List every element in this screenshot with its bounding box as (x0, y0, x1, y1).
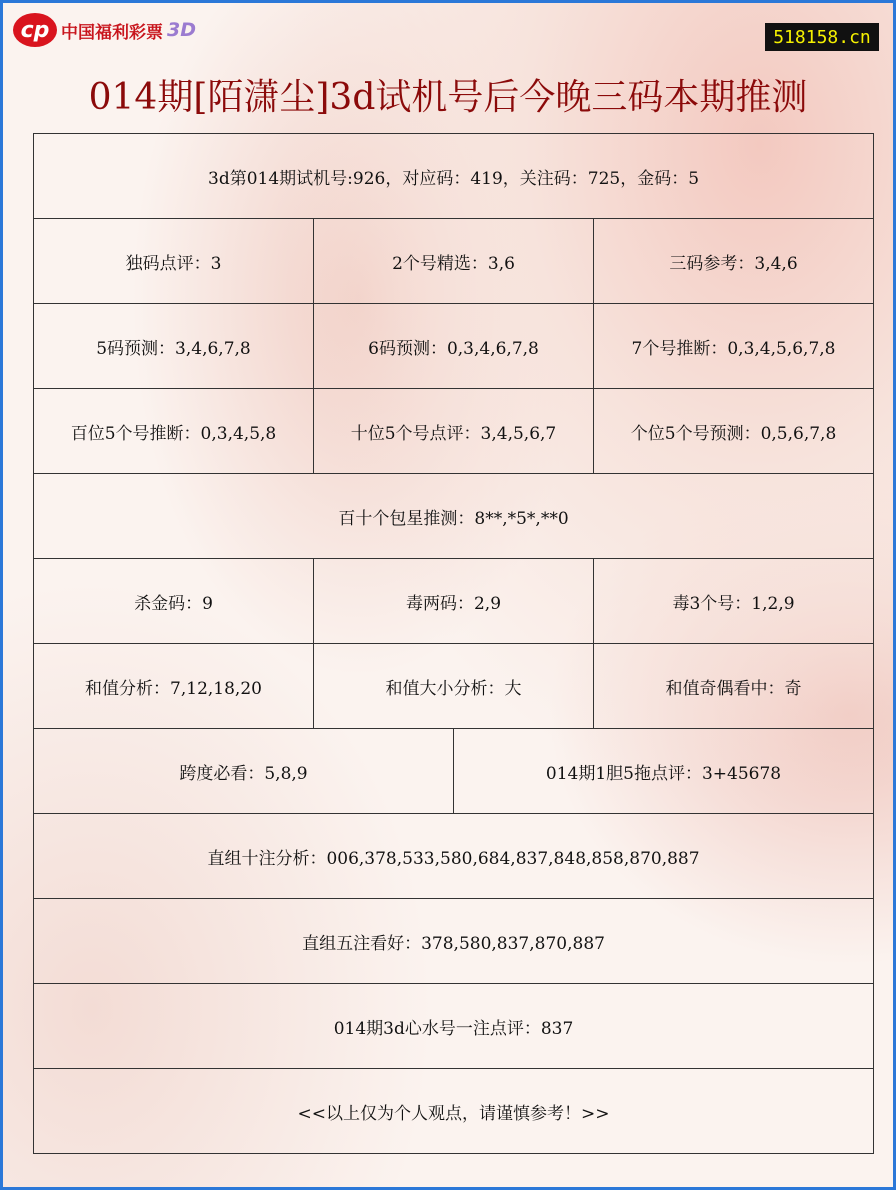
logo-text: 中国福利彩票 (61, 22, 163, 43)
table-cell: 杀金码：9 (34, 559, 314, 644)
table-cell: 6码预测：0,3,4,6,7,8 (314, 304, 594, 389)
table-cell: 三码参考：3,4,6 (594, 219, 874, 304)
table-row (34, 134, 874, 219)
site-badge: 518158.cn (765, 23, 879, 51)
table-cell: 十位5个号点评：3,4,5,6,7 (314, 389, 594, 474)
cwl-logo-icon: cp (13, 13, 57, 47)
table-row (34, 304, 874, 389)
lottery-logo (13, 13, 196, 47)
table-cell: 和值大小分析：大 (314, 644, 594, 729)
table-row (34, 559, 874, 644)
table-cell: 毒两码：2,9 (314, 559, 594, 644)
table-row (34, 644, 874, 729)
table-cell: 百位5个号推断：0,3,4,5,8 (34, 389, 314, 474)
table-row (34, 984, 874, 1069)
table-row (34, 389, 874, 474)
table-cell: 和值分析：7,12,18,20 (34, 644, 314, 729)
table-cell: 百十个包星推测：8**,*5*,**0 (34, 474, 874, 559)
table-cell: 5码预测：3,4,6,7,8 (34, 304, 314, 389)
table-cell: 跨度必看：5,8,9 (34, 729, 454, 814)
table-row (34, 729, 874, 814)
table-cell: 014期3d心水号一注点评：837 (34, 984, 874, 1069)
table-cell: 014期1胆5拖点评：3+45678 (454, 729, 874, 814)
table-row (34, 899, 874, 984)
logo-suffix: 3D (167, 19, 196, 41)
table-row (34, 219, 874, 304)
table-row (34, 814, 874, 899)
table-cell: 直组十注分析：006,378,533,580,684,837,848,858,870,887 (34, 814, 874, 899)
table-row (34, 474, 874, 559)
table-cell: 2个号精选：3,6 (314, 219, 594, 304)
table-cell: 和值奇偶看中：奇 (594, 644, 874, 729)
table-cell: <<以上仅为个人观点，请谨慎参考！>> (34, 1069, 874, 1154)
table-cell: 独码点评：3 (34, 219, 314, 304)
table-cell: 3d第014期试机号:926，对应码：419，关注码：725，金码：5 (34, 134, 874, 219)
page-title: 014期[陌潇尘]3d试机号后今晚三码本期推测 (88, 77, 808, 118)
table-cell: 直组五注看好：378,580,837,870,887 (34, 899, 874, 984)
table-row (34, 1069, 874, 1154)
table-cell: 个位5个号预测：0,5,6,7,8 (594, 389, 874, 474)
prediction-table (33, 133, 874, 1154)
table-cell: 7个号推断：0,3,4,5,6,7,8 (594, 304, 874, 389)
table-cell: 毒3个号：1,2,9 (594, 559, 874, 644)
